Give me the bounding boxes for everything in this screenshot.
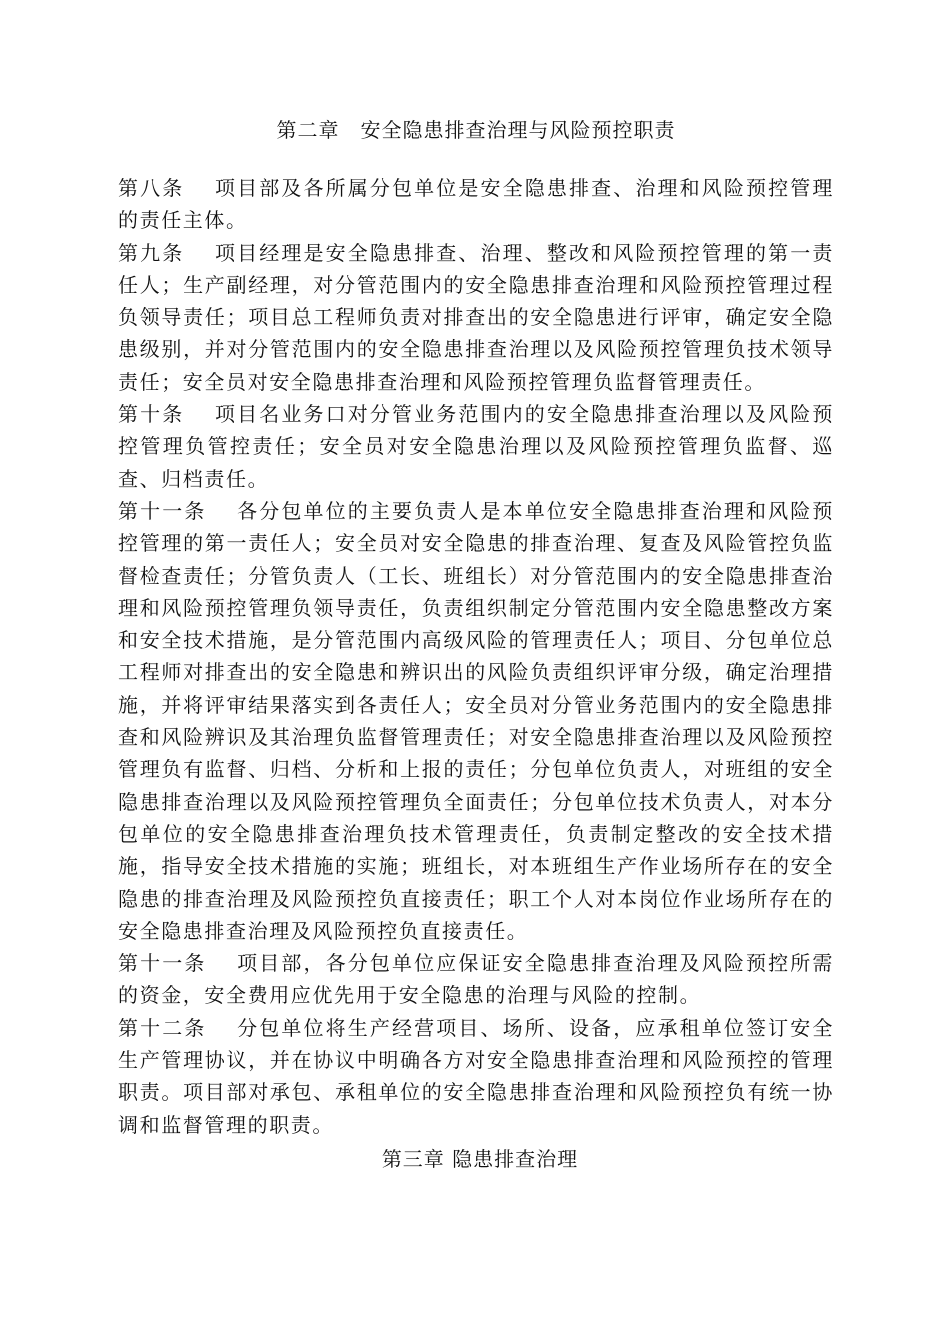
chapter-3-title: 第三章 隐患排查治理 bbox=[381, 1146, 579, 1171]
article-number: 第十条 bbox=[118, 402, 185, 427]
chapter-2-title: 第二章 安全隐患排查治理与风险预控职责 bbox=[276, 118, 676, 142]
article-text: 各分包单位的主要负责人是本单位安全隐患排查治理和风险预控管理的第一责任人；安全员对安全隐患的排查治理、复查及风险管控负监督检查责任；分管负责人（工长、班组长）对分管范围内的安全隐患排查治理和风险预控管理负领导责任，负责组织制定分管范围内安全隐患整改方案和安全技术措施，是分管范围内高级风险的管理责任人；项目、分包单位总工程师对排查出的安全隐患和辨识出的风险负责组织评审分级，确定治理措施，并将评审结果落实到各责任人；安全员对分管业务范围内的安全隐患排查和风险辨识及其治理负监督管理责任；对安全隐患排查治理以及风险预控管理负有监督、归档、分析和上报的责任；分包单位负责人，对班组的安全隐患排查治理以及风险预控管理负全面责任；分包单位技术负责人，对本分包单位的安全隐患排查治理负技术管理责任，负责制定整改的安全技术措施，指导安全技术措施的实施；班组长，对本班组生产作业场所存在的安全隐患的排查治理及风险预控负直接责任；职工个人对本岗位作业场所存在的安全隐患排查治理及风险预控负直接责任。 bbox=[118, 498, 834, 943]
article-10 bbox=[118, 398, 834, 495]
article-number: 第九条 bbox=[118, 240, 185, 265]
article-11-b bbox=[118, 947, 834, 1012]
article-8 bbox=[118, 172, 834, 237]
article-text: 分包单位将生产经营项目、场所、设备，应承租单位签订安全生产管理协议，并在协议中明确各方对安全隐患排查治理和风险预控的管理职责。项目部对承包、承租单位的安全隐患排查治理和风险预控负有统一协调和监督管理的职责。 bbox=[118, 1015, 834, 1137]
article-number: 第十一条 bbox=[118, 498, 207, 523]
article-number: 第八条 bbox=[118, 176, 185, 200]
article-11 bbox=[118, 495, 834, 947]
article-number: 第十一条 bbox=[118, 951, 207, 976]
article-text: 项目部及各所属分包单位是安全隐患排查、治理和风险预控管理的责任主体。 bbox=[118, 176, 834, 233]
article-12 bbox=[118, 1012, 834, 1141]
article-9 bbox=[118, 237, 834, 398]
article-text: 项目经理是安全隐患排查、治理、整改和风险预控管理的第一责任人；生产副经理，对分管范围内的安全隐患排查治理和风险预控管理过程负领导责任；项目总工程师负责对排查出的安全隐患进行评审，确定安全隐患级别，并对分管范围内的安全隐患排查治理以及风险预控管理负技术领导责任；安全员对安全隐患排查治理和风险预控管理负监督管理责任。 bbox=[118, 240, 834, 394]
document-body bbox=[118, 112, 834, 1177]
article-number: 第十二条 bbox=[118, 1015, 207, 1040]
article-text: 项目名业务口对分管业务范围内的安全隐患排查治理以及风险预控管理负管控责任；安全员对安全隐患治理以及风险预控管理负监督、巡查、归档责任。 bbox=[118, 402, 834, 491]
article-text: 项目部，各分包单位应保证安全隐患排查治理及风险预控所需的资金，安全费用应优先用于安全隐患的治理与风险的控制。 bbox=[118, 951, 834, 1008]
